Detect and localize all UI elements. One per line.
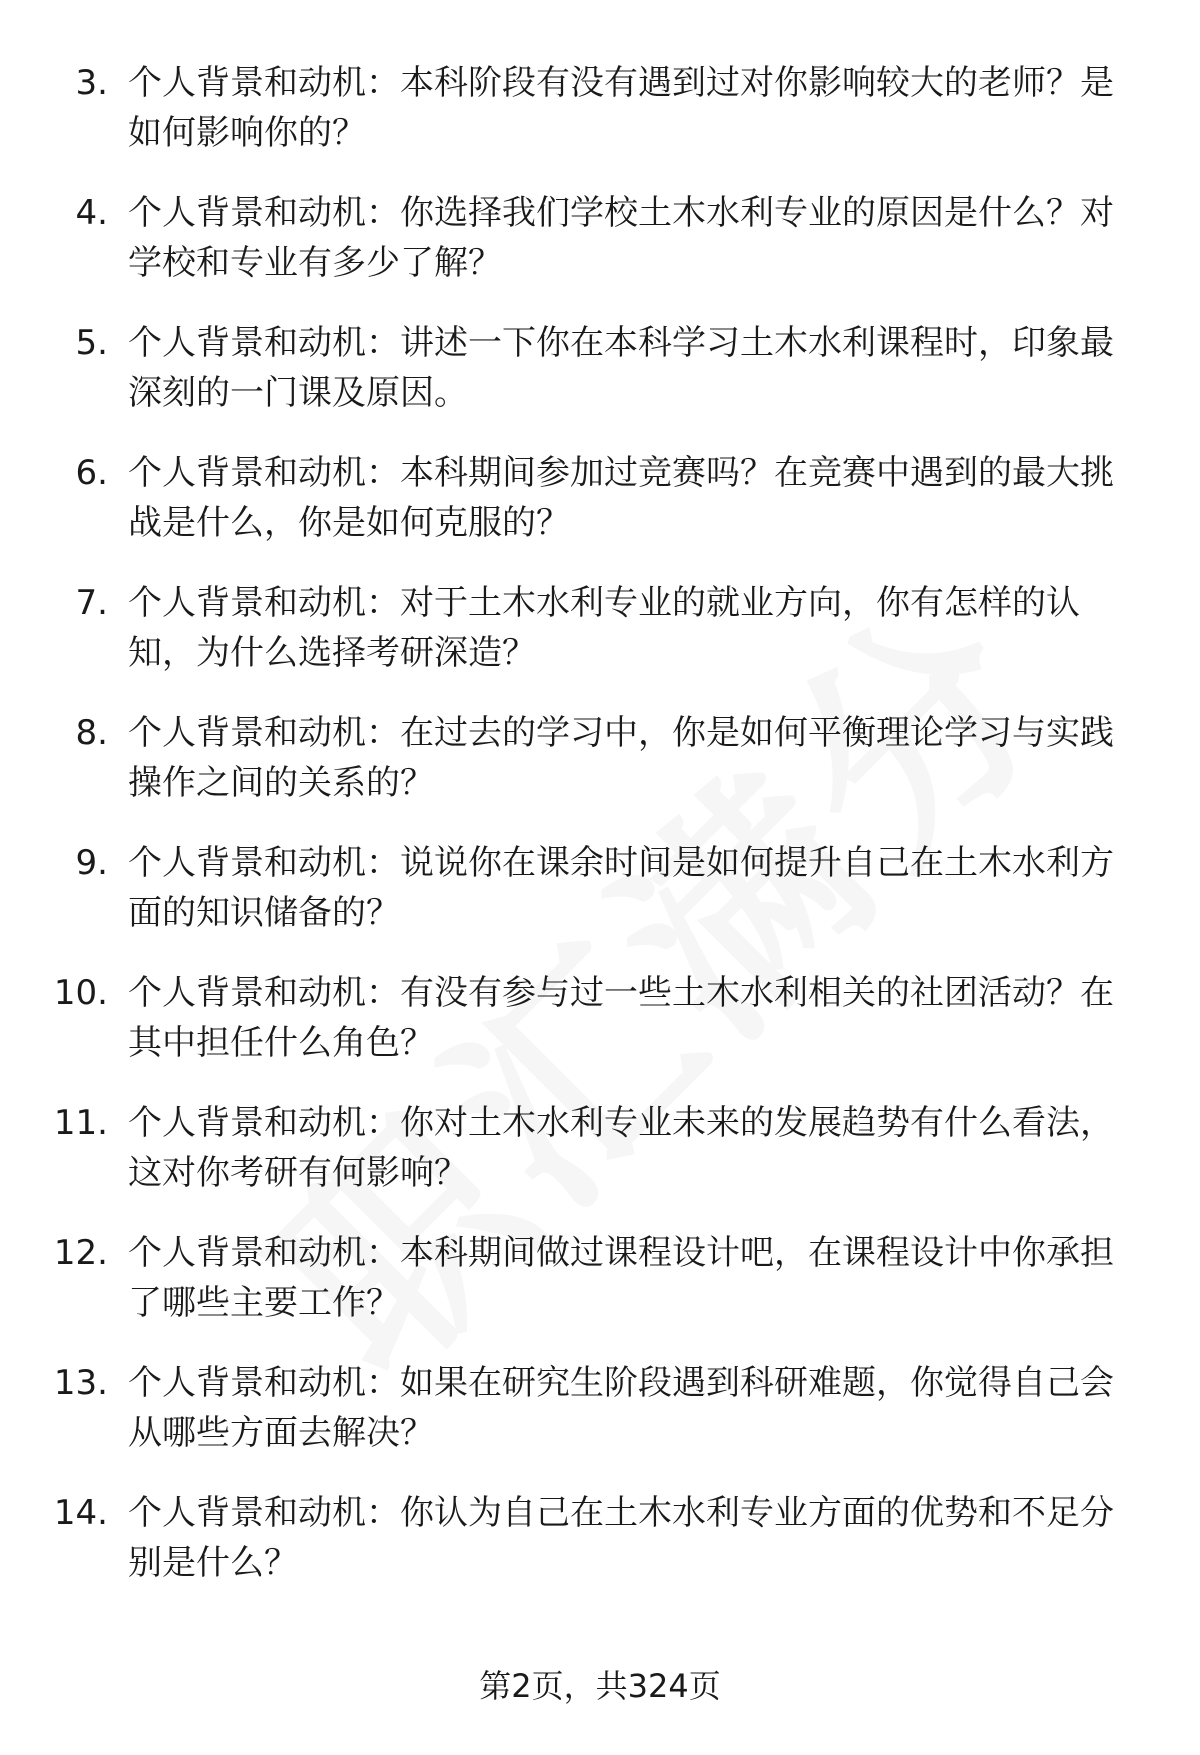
question-number: 10. (53, 973, 108, 1013)
question-text: 个人背景和动机：有没有参与过一些土木水利相关的社团活动？在其中担任什么角色？ (128, 973, 1114, 1063)
question-number: 4. (75, 193, 108, 233)
question-text: 个人背景和动机：对于土木水利专业的就业方向，你有怎样的认知，为什么选择考研深造？ (128, 583, 1080, 673)
question-item (0, 1488, 1200, 1618)
question-text: 个人背景和动机：在过去的学习中，你是如何平衡理论学习与实践操作之间的关系的？ (128, 713, 1114, 803)
question-item (0, 708, 1200, 838)
question-number: 14. (53, 1493, 108, 1533)
question-text: 个人背景和动机：你认为自己在土木水利专业方面的优势和不足分别是什么？ (128, 1493, 1114, 1583)
question-item (0, 578, 1200, 708)
question-item (0, 58, 1200, 188)
question-text: 个人背景和动机：本科期间参加过竞赛吗？在竞赛中遇到的最大挑战是什么，你是如何克服的？ (128, 453, 1114, 543)
question-number: 12. (53, 1233, 108, 1273)
question-text: 个人背景和动机：讲述一下你在本科学习土木水利课程时，印象最深刻的一门课及原因。 (128, 323, 1114, 413)
question-text: 个人背景和动机：如果在研究生阶段遇到科研难题，你觉得自己会从哪些方面去解决？ (128, 1363, 1114, 1453)
question-number: 11. (53, 1103, 108, 1143)
question-item (0, 448, 1200, 578)
question-text: 个人背景和动机：说说你在课余时间是如何提升自己在土木水利方面的知识储备的？ (128, 843, 1114, 933)
question-text: 个人背景和动机：本科期间做过课程设计吧，在课程设计中你承担了哪些主要工作？ (128, 1233, 1114, 1323)
page-footer: 第2页，共324页 (479, 1667, 721, 1705)
question-text: 个人背景和动机：你选择我们学校土木水利专业的原因是什么？对学校和专业有多少了解？ (128, 193, 1114, 283)
question-text: 个人背景和动机：你对土木水利专业未来的发展趋势有什么看法，这对你考研有何影响？ (128, 1103, 1114, 1193)
question-item (0, 1098, 1200, 1228)
question-number: 3. (75, 63, 108, 103)
question-item (0, 838, 1200, 968)
question-number: 5. (75, 323, 108, 363)
question-number: 9. (75, 843, 108, 883)
question-number: 13. (53, 1363, 108, 1403)
question-item (0, 968, 1200, 1098)
question-item (0, 1358, 1200, 1488)
question-number: 6. (75, 453, 108, 493)
question-number: 8. (75, 713, 108, 753)
question-number: 7. (75, 583, 108, 623)
question-item (0, 188, 1200, 318)
question-item (0, 318, 1200, 448)
question-item (0, 1228, 1200, 1358)
question-list (0, 58, 1200, 1618)
question-text: 个人背景和动机：本科阶段有没有遇到过对你影响较大的老师？是如何影响你的？ (128, 63, 1114, 153)
